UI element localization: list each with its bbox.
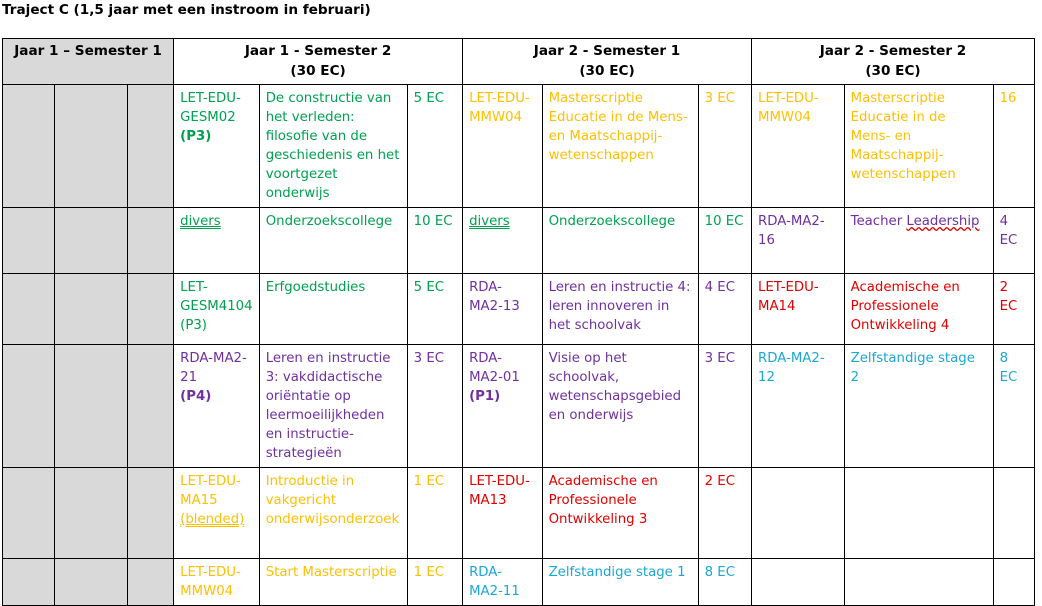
table-row — [3, 85, 1035, 208]
empty-cell — [751, 468, 844, 559]
course-name: Academische en Professionele Ontwikkeling 4 — [844, 274, 993, 345]
course-ec: 2 EC — [698, 468, 751, 559]
course-name: Masterscriptie Educatie in de Mens- en Maatschappij-wetenschappen — [844, 85, 993, 208]
course-ec: 4 EC — [698, 274, 751, 345]
course-name: De constructie van het verleden: filosofie van de geschiedenis en het voortgezet onderwijs — [259, 85, 407, 208]
table-row — [3, 345, 1035, 468]
empty-cell — [127, 208, 173, 274]
course-name: Academische en Professionele Ontwikkeling 3 — [542, 468, 698, 559]
table-row — [3, 274, 1035, 345]
course-code: RDA-MA2-13 — [463, 274, 543, 345]
header-row — [3, 39, 1035, 85]
empty-cell — [993, 468, 1034, 559]
empty-cell — [3, 85, 55, 208]
course-code: divers — [463, 208, 543, 274]
course-code: LET-EDU-MMW04 — [463, 85, 543, 208]
empty-cell — [55, 345, 127, 468]
course-ec: 5 EC — [407, 274, 462, 345]
course-ec: 1 EC — [407, 559, 462, 606]
course-code: LET-EDU-MA14 — [751, 274, 844, 345]
course-ec: 10 EC — [698, 208, 751, 274]
empty-cell — [55, 559, 127, 606]
course-ec: 5 EC — [407, 85, 462, 208]
course-ec: 1 EC — [407, 468, 462, 559]
course-code: LET-EDU-MA13 — [463, 468, 543, 559]
course-name: Zelfstandige stage 1 — [542, 559, 698, 606]
course-ec: 2 EC — [993, 274, 1034, 345]
course-name: Onderzoekscollege — [259, 208, 407, 274]
course-code: RDA-MA2-16 — [751, 208, 844, 274]
header-j1s1: Jaar 1 – Semester 1 — [3, 39, 174, 85]
course-name: Zelfstandige stage 2 — [844, 345, 993, 468]
course-code: LET-EDU-MMW04 — [174, 559, 260, 606]
course-code: RDA-MA2-21 (P4) — [174, 345, 260, 468]
empty-cell — [844, 468, 993, 559]
course-code: RDA-MA2-01 (P1) — [463, 345, 543, 468]
course-name: Introductie in vakgericht onderwijsonderzoek — [259, 468, 407, 559]
empty-cell — [844, 559, 993, 606]
course-name: Visie op het schoolvak, wetenschapsgebied en onderwijs — [542, 345, 698, 468]
course-ec: 3 EC — [698, 345, 751, 468]
course-code: RDA-MA2-11 — [463, 559, 543, 606]
course-ec: 16 — [993, 85, 1034, 208]
page-title: Traject C (1,5 jaar met een instroom in februari) — [2, 2, 371, 18]
empty-cell — [55, 274, 127, 345]
empty-cell — [3, 468, 55, 559]
header-j2s2: Jaar 2 - Semester 2 (30 EC) — [751, 39, 1034, 85]
course-name: Teacher Leadership — [844, 208, 993, 274]
empty-cell — [55, 208, 127, 274]
course-name: Masterscriptie Educatie in de Mens- en Maatschappij-wetenschappen — [542, 85, 698, 208]
header-j1s2: Jaar 1 - Semester 2 (30 EC) — [174, 39, 463, 85]
course-ec: 3 EC — [698, 85, 751, 208]
empty-cell — [127, 345, 173, 468]
table-row — [3, 468, 1035, 559]
course-ec: 4 EC — [993, 208, 1034, 274]
empty-cell — [127, 468, 173, 559]
empty-cell — [127, 85, 173, 208]
empty-cell — [3, 345, 55, 468]
course-name: Erfgoedstudies — [259, 274, 407, 345]
empty-cell — [127, 559, 173, 606]
course-name: Onderzoekscollege — [542, 208, 698, 274]
empty-cell — [993, 559, 1034, 606]
course-name: Start Masterscriptie — [259, 559, 407, 606]
course-ec: 10 EC — [407, 208, 462, 274]
course-code: LET-GESM4104 (P3) — [174, 274, 260, 345]
curriculum-table — [2, 38, 1035, 606]
empty-cell — [55, 468, 127, 559]
course-ec: 8 EC — [698, 559, 751, 606]
course-code: LET-EDU-MMW04 — [751, 85, 844, 208]
empty-cell — [127, 274, 173, 345]
course-code: LET-EDU-MA15 (blended) — [174, 468, 260, 559]
course-code: LET-EDU-GESM02 (P3) — [174, 85, 260, 208]
empty-cell — [3, 559, 55, 606]
course-code: RDA-MA2-12 — [751, 345, 844, 468]
empty-cell — [3, 208, 55, 274]
course-name: Leren en instructie 3: vakdidactische oriëntatie op leermoeilijkheden en instructie-strategieën — [259, 345, 407, 468]
empty-cell — [55, 85, 127, 208]
empty-cell — [3, 274, 55, 345]
table-row — [3, 559, 1035, 606]
course-code: divers — [174, 208, 260, 274]
empty-cell — [751, 559, 844, 606]
course-ec: 8 EC — [993, 345, 1034, 468]
course-ec: 3 EC — [407, 345, 462, 468]
header-j2s1: Jaar 2 - Semester 1 (30 EC) — [463, 39, 752, 85]
table-row — [3, 208, 1035, 274]
course-name: Leren en instructie 4: leren innoveren in het schoolvak — [542, 274, 698, 345]
